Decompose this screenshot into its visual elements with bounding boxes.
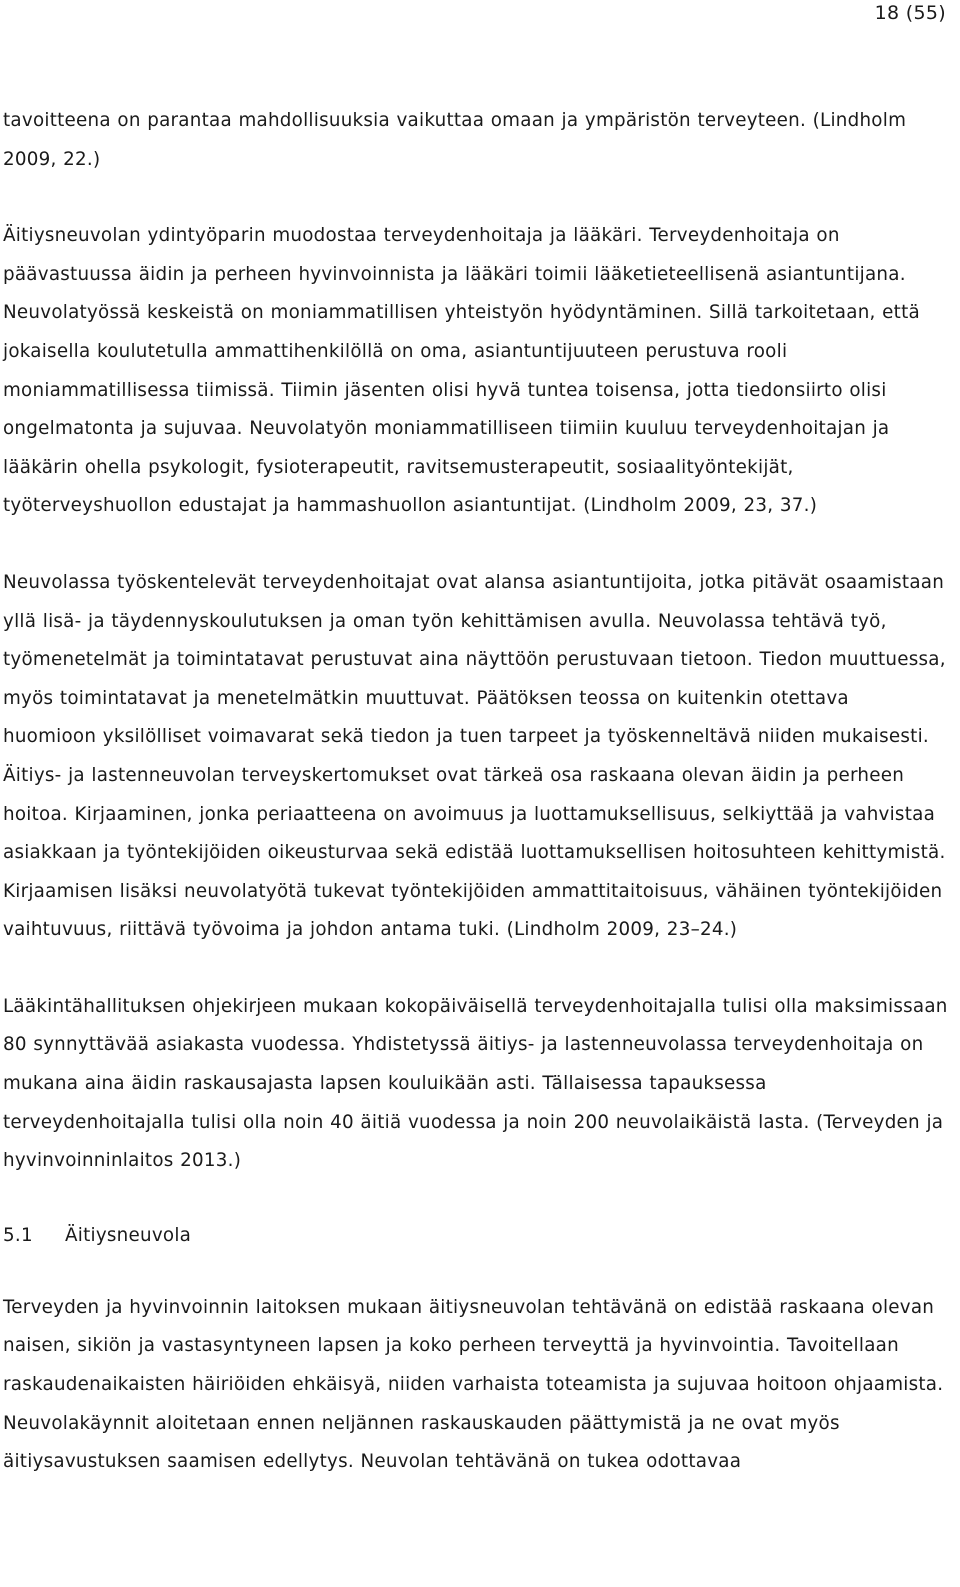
paragraph: Äitiysneuvolan ydintyöparin muodostaa terveydenhoitaja ja lääkäri. Terveydenhoitaja on päävastuussa äidin ja perheen hyvinvoinnista ja lääkäri toimii lääketieteellisenä asiantuntijana. Neuvolatyössä keskeistä on moniammatillisen yhteistyön hyödyntäminen. Sillä tarkoitetaan, että jokaisella koulutetulla ammattihenkilöllä on oma, asiantuntijuuteen perustuva rooli moniammatillisessa tiimissä. Tiimin jäsenten olisi hyvä tuntea toisensa, jotta tiedonsiirto olisi ongelmatonta ja sujuvaa. Neuvolatyön moniammatilliseen tiimiin kuuluu terveydenhoitajan ja lääkärin ohella psykologit, fysioterapeutit, ravitsemusterapeutit, sosiaalityöntekijät, työterveyshuollon edustajat ja hammashuollon asiantuntijat. (Lindholm 2009, 23, 37.)	[3, 225, 920, 517]
paragraph: Lääkintähallituksen ohjekirjeen mukaan kokopäiväisellä terveydenhoitajalla tulisi olla maksimissaan 80 synnyttävää asiakasta vuodessa. Yhdistetyssä äitiys- ja lastenneuvolassa terveydenhoitaja on mukana aina äidin raskausajasta lapsen kouluikään asti. Tällaisessa tapauksessa terveydenhoitajalla tulisi olla noin 40 äitiä vuodessa ja noin 200 neuvolaikäistä lasta. (Terveyden ja hyvinvoinninlaitos 2013.)	[3, 995, 948, 1172]
page-number: 18 (55)	[874, 2, 946, 24]
paragraph: Neuvolassa työskentelevät terveydenhoitajat ovat alansa asiantuntijoita, jotka pitävät osaamistaan yllä lisä- ja täydennyskoulutuksen ja oman työn kehittämisen avulla. Neuvolassa tehtävä työ, työmenetelmät ja toimintatavat perustuvat aina näyttöön perustuvaan tietoon. Tiedon muuttuessa, myös toimintatavat ja menetelmätkin muuttuvat. Päätöksen teossa on kuitenkin otettava huomioon yksilölliset voimavarat sekä tiedon ja tuen tarpeet ja työskenneltävä niiden mukaisesti. Äitiys- ja lastenneuvolan terveyskertomukset ovat tärkeä osa raskaana olevan äidin ja perheen hoitoa. Kirjaaminen, jonka periaatteena on avoimuus ja luottamuksellisuus, selkiyttää ja vahvistaa asiakkaan ja työntekijöiden oikeusturvaa sekä edistää luottamuksellisen hoitosuhteen kehittymistä. Kirjaamisen lisäksi neuvolatyötä tukevat työntekijöiden ammattitaitoisuus, vähäinen työntekijöiden vaihtuvuus, riittävä työvoima ja johdon antama tuki. (Lindholm 2009, 23–24.)	[3, 571, 946, 941]
paragraph: tavoitteena on parantaa mahdollisuuksia vaikuttaa omaan ja ympäristön terveyteen. (Lindholm 2009, 22.)	[3, 110, 907, 170]
document-body	[3, 102, 948, 1482]
section-title: Äitiysneuvola	[65, 1224, 192, 1246]
section-number: 5.1	[3, 1224, 33, 1246]
paragraph: Terveyden ja hyvinvoinnin laitoksen mukaan äitiysneuvolan tehtävänä on edistää raskaana olevan naisen, sikiön ja vastasyntyneen lapsen ja koko perheen terveyttä ja hyvinvointia. Tavoitellaan raskaudenaikaisten häiriöiden ehkäisyä, niiden varhaista toteamista ja sujuvaa hoitoon ohjaamista. Neuvolakäynnit aloitetaan ennen neljännen raskauskauden päättymistä ja ne ovat myös äitiysavustuksen saamisen edellytys. Neuvolan tehtävänä on tukea odottavaa	[3, 1296, 944, 1473]
section-heading	[3, 1217, 948, 1255]
